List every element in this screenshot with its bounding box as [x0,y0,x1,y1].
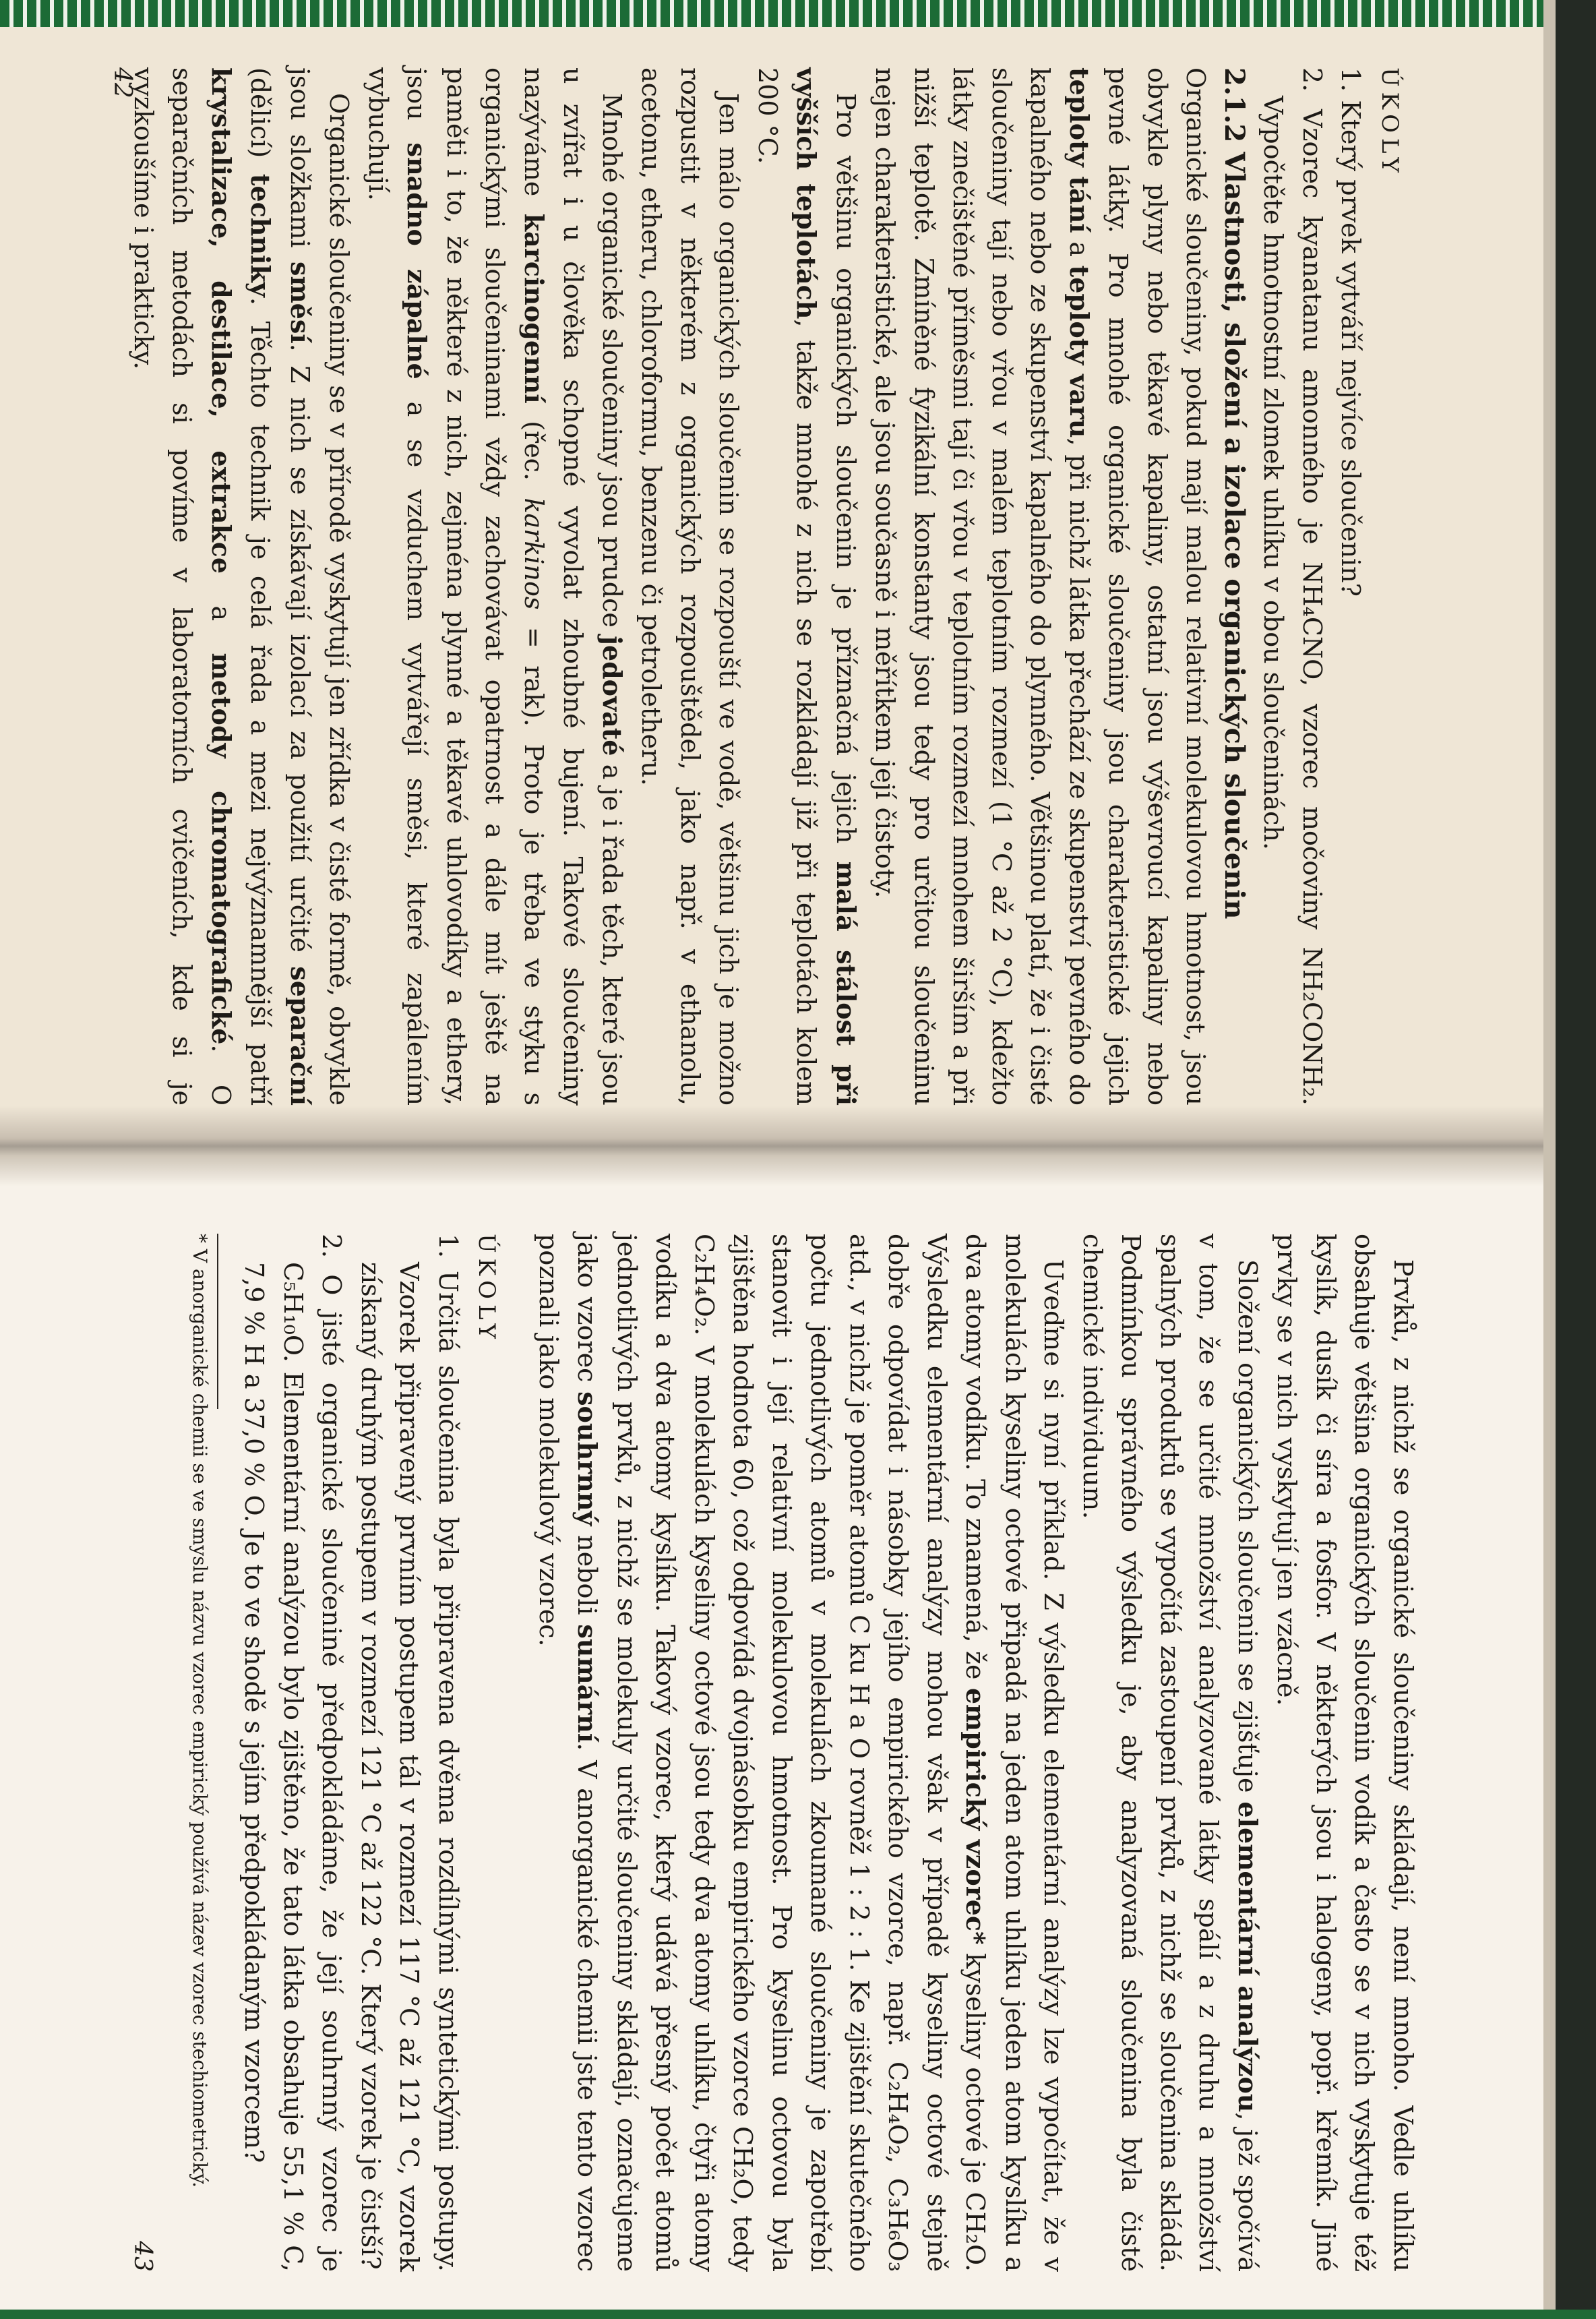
footnote-rule [217,1234,218,1409]
page-number: 42 [109,67,136,98]
paragraph-elemental-analysis: Složení organických sloučenin se zjišťuje elementární analýzou, jež spočívá v tom, že se určité množství analyzované látky spálí a z druhu a množství spalných produktů se vypočítá zastoupení prvků, z nichž se sloučenina skládá. Podmínkou správného výsledku je, aby analyzovaná sloučenina byla čisté chemické individuum. [1078,1234,1263,2272]
book-cover-edge-bottom [0,2310,1596,2319]
page-42 [88,67,1409,1106]
book-cover-edge-right [1556,0,1596,2319]
book-cover-edge-top [0,0,1596,27]
paragraph-toxicity: Mnohé organické sloučeniny jsou prudce jedovaté a je i řada těch, které jsou u zvířat i u člověka schopné vyvolat zhoubné bujení. Takové sloučeniny nazýváme karcinogenní (řec. karkinos = rak). Proto je třeba ve styku s organickými sloučeninami vždy zachovávat opatrnost a dále mít ještě na paměti i to, že některé z nich, zejména plynné a těkavé uhlovodíky a ethery, jsou snadno zápalné a se vzduchem vytvářejí směsi, které zapálením vybuchují. [363,67,627,1106]
task-1: 1. Který prvek vytváří nejvíce sloučenin? [1336,67,1366,597]
page-edges [1543,0,1556,2319]
page-number: 43 [129,2241,156,2272]
paragraph-elements: Prvků, z nichž se organické sloučeniny skládají, není mnoho. Vedle uhlíku obsahuje většina organických sloučenin vodík a často se v nich vyskytuje též kyslík, dusík či síra a fosfor. V některých jsou i halogeny, popř. křemík. Jiné prvky se v nich vyskytují jen vzácně. [1272,1234,1418,2272]
page-43 [101,1234,1422,2272]
paragraph-properties: Organické sloučeniny, pokud mají malou relativní molekulovou hmotnost, jsou obvykle plyny nebo těkavé kapaliny, ostatní jsou výševroucí kapaliny nebo pevné látky. Pro mnohé organické sloučeniny jsou charakteristické jejich teploty tání a teploty varu, při nichž látka přechází ze skupenství pevného do kapalného nebo ze skupenství kapalného do plynného. Většinou platí, že i čisté sloučeniny tají nebo vřou v malém teplotním rozmezí (1 °C až 2 °C), kdežto látky znečištěné příměsmi tají či vřou v teplotním rozmezí mnohem širším a při nižší teplotě. Zmíněné fyzikální konstanty jsou tedy pro určitou sloučeninu nejen charakteristické, ale jsou současně i měřítkem její čistoty. [870,67,1211,1106]
paragraph-empirical-formula: Uveďme si nyní příklad. Z výsledku elementární analýzy lze vypočítat, že v molekulách kyseliny octové připadá na jeden atom uhlíku jeden atom kyslíku a dva atomy vodíku. To znamená, že empirický vzorec* kyseliny octové je CH₂O. Výsledku elementární analýzy mohou však v případě kyseliny octové stejně dobře odpovídat i násobky jejího empirického vzorce, např. C₂H₄O₂, C₃H₆O₃ atd., v nichž je poměr atomů C ku H a O rovněž 1 : 2 : 1. Ke zjištění skutečného počtu jednotlivých atomů v molekulách zkoumané sloučeniny je zapotřebí stanovit i její relativní molekulovou hmotnost. Pro kyselinu octovou byla zjištěna hodnota 60, což odpovídá dvojnásobku empirického vzorce CH₂O, tedy C₂H₄O₂. V molekulách kyseliny octové jsou tedy dva atomy uhlíku, čtyři atomy vodíku a dva atomy kyslíku. Takový vzorec, který udává přesný počet atomů jednotlivých prvků, z nichž se molekuly určité sloučeniny skládají, označujeme jako vzorec souhrnný neboli sumární. V anorganické chemii jste tento vzorec poznali jako molekulový vzorec. [534,1234,1069,2272]
task-2: 2. O jisté organické sloučenině předpokládáme, že její souhrnný vzorec je C₅H₁₀O. Elementární analýzou bylo zjištěno, že tato látka obsahuje 55,1 % C, 7,9 % H a 37,0 % O. Je to ve shodě s jejím předpokládaným vzorcem? [239,1234,347,2272]
paragraph-isolation: Organické sloučeniny se v přírodě vyskytují jen zřídka v čisté formě, obvykle jsou složkami směsí. Z nich se získávají izolací za použití určité separační (dělicí) techniky. Těchto technik je celá řada a mezi nejvýznamnější patří krystalizace, destilace, extrakce a metody chromatografické. O separačních metodách si povíme v laboratorních cvičeních, kde si je vyzkoušíme i prakticky. [129,67,355,1106]
task-1: 1. Určitá sloučenina byla připravena dvěma rozdílnými syntetickými postupy. Vzorek připravený prvním postupem tál v rozmezí 117 °C až 121 °C, vzorek získaný druhým postupem v rozmezí 121 °C až 122 °C. Který vzorek je čistší? [356,1234,463,2272]
task-2: 2. Vzorec kyanatanu amonného je NH₄CNO, vzorec močoviny NH₂CONH₂. Vypočtěte hmotnostní zlomek uhlíku v obou sloučeninách. [1258,67,1327,1106]
paragraph-solubility: Jen málo organických sloučenin se rozpouští ve vodě, většinu jich je možno rozpustit v některém z organických rozpouštědel, jako např. v ethanolu, acetonu, etheru, chloroformu, benzenu či petroletheru. [636,67,744,1106]
paragraph-stability: Pro většinu organických sloučenin je příznačná jejich malá stálost při vyšších teplotách, takže mnohé z nich se rozkládají již při teplotách kolem 200 °C. [753,67,861,1106]
ukoly-heading: ÚKOLY [1376,67,1403,178]
book-spine-gutter [0,1106,1596,1186]
ukoly-heading: ÚKOLY [473,1234,501,1344]
section-title: 2.1.2 Vlastnosti, složení a izolace organických sloučenin [1219,67,1250,920]
footnote: * V anorganické chemii se ve smyslu názvu vzorec empirický používá název vzorec stechiometrický. [189,1234,211,2188]
